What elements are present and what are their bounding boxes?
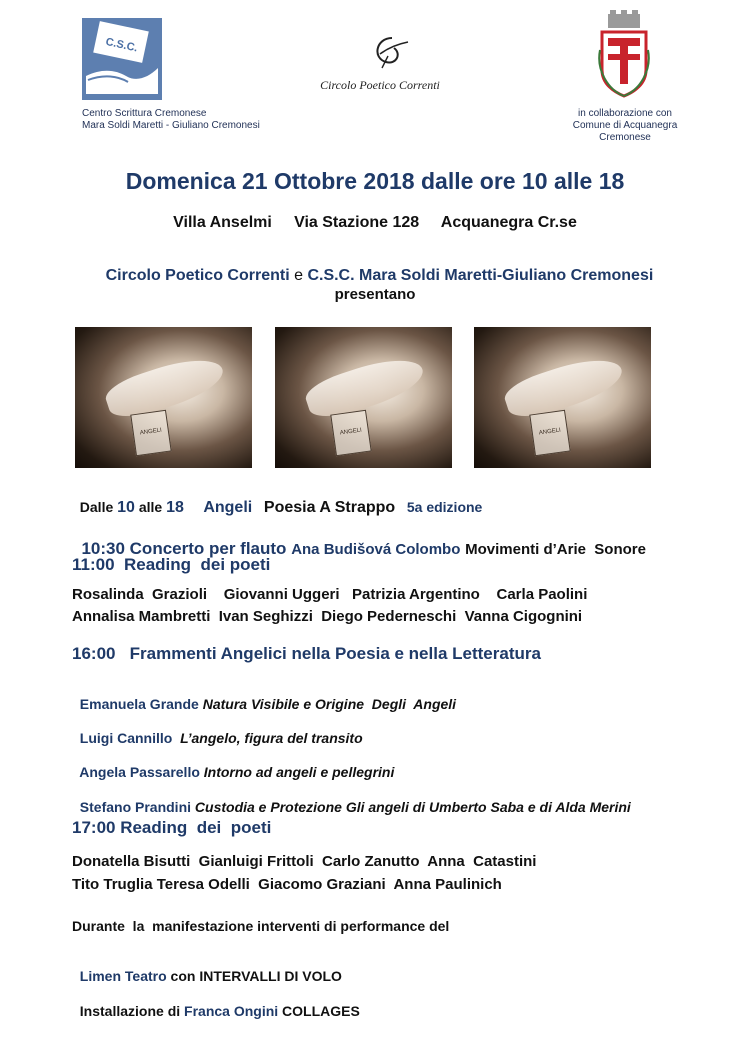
reading1-title: 11:00 Reading dei poeti (72, 555, 271, 574)
angeli-subtitle: Poesia A Strappo (263, 499, 396, 516)
csc-founders: Mara Soldi Maretti - Giuliano Cremonesi (82, 120, 260, 131)
comune-crest (598, 10, 650, 98)
talk-1: Emanuela Grande Natura Visibile e Origine Degli Angeli (79, 696, 457, 712)
reading2-poets-1: Donatella Bisutti Gianluigi Frittoli Carlo Zanutto Anna Catastini (72, 853, 537, 870)
presenters (0, 249, 750, 285)
installation-line: Installazione di Franca Ongini COLLAGES (79, 1003, 360, 1019)
frammenti-title: 16:00 Frammenti Angelici nella Poesia e nella Letteratura (72, 644, 541, 663)
limen-show: con INTERVALLI DI VOLO (166, 968, 342, 984)
circolo-name: Circolo Poetico Correnti (320, 78, 440, 92)
angel-photo-3: ANGELI (474, 327, 651, 468)
concert-line (72, 519, 646, 559)
performance-line: Durante la manifestazione interventi di performance del (72, 918, 450, 934)
angel-photo-2: ANGELI (275, 327, 452, 468)
coat-of-arms-icon (598, 10, 650, 98)
limen-name: Limen Teatro (79, 968, 167, 984)
angeli-edition: 5a edizione (406, 499, 483, 515)
presenter-circolo: Circolo Poetico Correnti (105, 267, 290, 284)
concert-title: Movimenti d’Arie Sonore (465, 541, 646, 558)
talk-3: Angela Passarello Intorno ad angeli e pellegrini (79, 764, 395, 780)
csc-logo (82, 18, 162, 100)
quill-swirl-icon (362, 32, 412, 72)
comune-collab: in collaborazione con (578, 108, 672, 119)
reading1-poets-2: Annalisa Mambretti Ivan Seghizzi Diego Pederneschi Vanna Cigognini (72, 608, 583, 625)
comune-name: Comune di Acquanegra Cremonese (572, 120, 678, 143)
concert-time: 10:30 Concerto per flauto (81, 539, 287, 558)
event-date: Domenica 21 Ottobre 2018 dalle ore 10 alle 18 (125, 168, 625, 194)
talk-2: Luigi Cannillo L’angelo, figura del transito (79, 730, 363, 746)
reading2-title: 17:00 Reading dei poeti (72, 818, 272, 837)
concert-artist: Ana Budišová Colombo (291, 541, 461, 558)
angel-photo-1: ANGELI (75, 327, 252, 468)
csc-badge-text: C.S.C. (104, 35, 139, 55)
talk-4: Stefano Prandini Custodia e Protezione Gli angeli di Umberto Saba e di Alda Merini (79, 799, 631, 815)
limen-line (72, 952, 342, 984)
angeli-title: Angeli (203, 499, 253, 516)
event-location: Villa Anselmi Via Stazione 128 Acquanegra Cr.se (173, 214, 577, 231)
presenter-and: e (289, 267, 308, 284)
csc-name: Centro Scrittura Cremonese (82, 108, 207, 119)
presentano: presentano (334, 286, 416, 303)
reading2-poets-2: Tito Truglia Teresa Odelli Giacomo Graziani Anna Paulinich (72, 876, 502, 893)
reading1-poets-1: Rosalinda Grazioli Giovanni Uggeri Patrizia Argentino Carla Paolini (72, 586, 588, 603)
presenter-csc: C.S.C. (307, 267, 355, 284)
presenter-csc-full: Mara Soldi Maretti-Giuliano Cremonesi (354, 267, 654, 284)
installation-artist: Franca Ongini (184, 1003, 279, 1019)
circolo-logo (362, 32, 412, 72)
hand-envelope-icon (82, 18, 162, 100)
angeli-line: Dalle 10 alle 18 Angeli Poesia A Strappo 5a edizione (79, 499, 483, 516)
